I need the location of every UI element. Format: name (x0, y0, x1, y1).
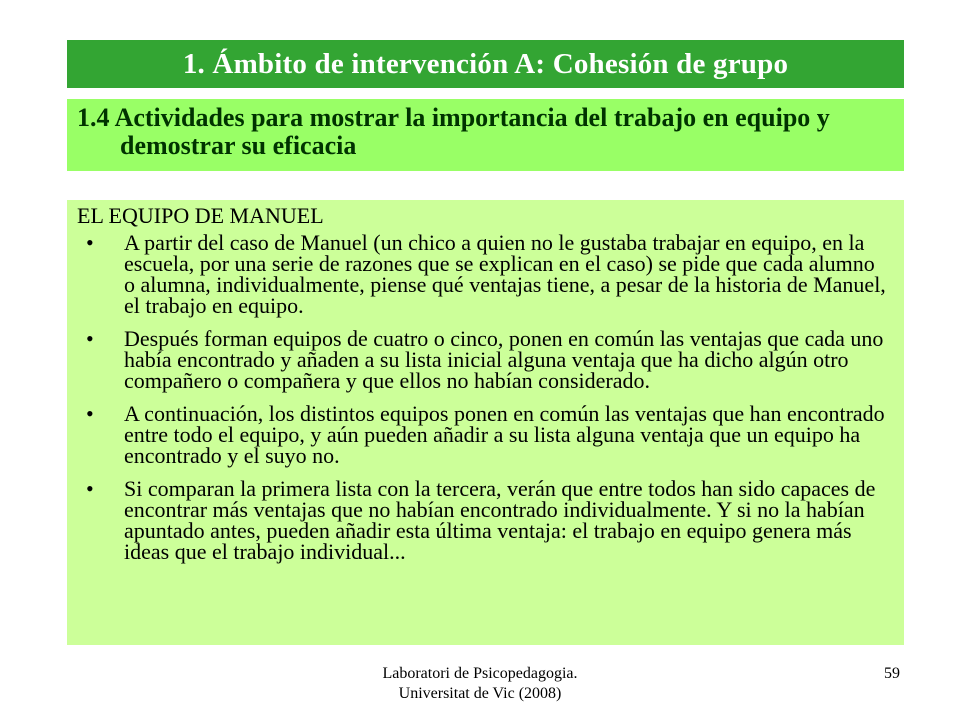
bullet-text: A partir del caso de Manuel (un chico a quien no le gustaba trabajar en equipo, en la escuela, por una serie de razones que se explican en el caso) se pide que cada alumno o alumna, individualmente, piense qué ventajas tiene, a pesar de la historia de Manuel, el trabajo en equipo. (124, 230, 886, 318)
bullet-item (77, 328, 890, 391)
footer-credit (0, 664, 960, 704)
slide-title: 1. Ámbito de intervención A: Cohesión de grupo (182, 47, 789, 80)
bullet-text: Si comparan la primera lista con la tercera, verán que entre todos han sido capaces de encontrar más ventajas que no habían encontrado individualmente. Y si no la habían apuntado antes, pueden añadir esta última ventaja: el trabajo en equipo genera más ideas que el trabajo individual... (124, 476, 876, 564)
bullet-icon: • (86, 230, 94, 255)
bullet-icon: • (86, 326, 94, 351)
footer-line-1: Laboratori de Psicopedagogia. (382, 665, 578, 682)
bullet-icon: • (86, 476, 94, 501)
bullet-item (77, 403, 890, 466)
bullet-text: A continuación, los distintos equipos ponen en común las ventajas que han encontrado entre todo el equipo, y aún pueden añadir a su lista alguna ventaja que un equipo ha encontrado y el suyo no. (124, 401, 885, 468)
slide-subtitle: 1.4 Actividades para mostrar la importancia del trabajo en equipo y demostrar su eficacia (77, 103, 830, 160)
section-heading: EL EQUIPO DE MANUEL (77, 203, 324, 228)
bullet-text: Después forman equipos de cuatro o cinco, ponen en común las ventajas que cada uno había encontrado y añaden a su lista inicial alguna ventaja que ha dicho algún otro compañero o compañera y que ellos no habían considerado. (124, 326, 884, 393)
bullet-item (77, 478, 890, 562)
content-box (67, 200, 904, 645)
page-number: 59 (884, 665, 900, 682)
bullet-list (77, 232, 890, 562)
title-bar (67, 40, 904, 88)
bullet-icon: • (86, 401, 94, 426)
subtitle-box (67, 99, 904, 171)
bullet-item (77, 232, 890, 316)
footer-line-2: Universitat de Vic (2008) (398, 685, 562, 702)
